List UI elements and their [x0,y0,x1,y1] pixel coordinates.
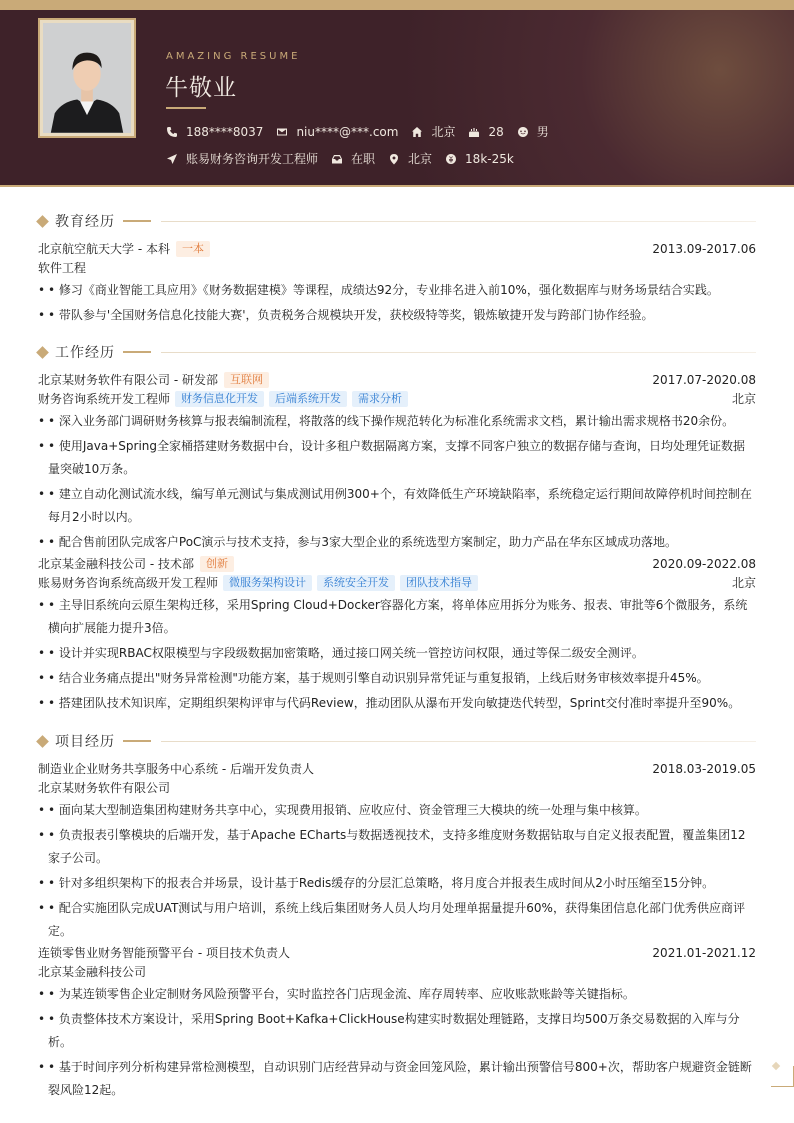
status-text: 在职 [351,152,376,166]
city-item [388,150,432,167]
project-company: 北京某金融科技公司 [38,965,147,979]
list-item: • • 设计并实现RBAC权限模型与字段级数据加密策略，通过接口网关统一管控访问权限，通过等保二级安全测评。 [38,642,756,665]
gender-text: 男 [536,125,549,139]
age-text: 28 [488,124,504,139]
skill-tag: 财务信息化开发 [175,391,264,407]
list-item: • • 结合业务痛点提出"财务异常检测"功能方案，基于规则引擎自动识别异常凭证与重复报销，上线后财务审核效率提升45%。 [38,667,756,690]
work-section-title: 工作经历 [34,342,756,362]
skill-tag: 系统安全开发 [317,575,395,591]
money-icon [445,153,457,165]
location-item [411,123,455,140]
education-bullets [38,279,756,327]
education-entry [38,239,756,329]
salary-text: 18k-25k [465,151,514,166]
skill-tag: 团队技术指导 [400,575,478,591]
project-date: 2018.03-2019.05 [652,761,756,776]
education-date: 2013.09-2017.06 [652,241,756,256]
list-item: • • 负责报表引擎模块的后端开发，基于Apache ECharts与数据透视技术，支持多维度财务数据钻取与自定义报表配置，覆盖集团12家子公司。 [38,824,756,870]
send-icon [166,153,178,165]
city-text: 北京 [408,152,433,166]
diamond-icon [36,735,49,748]
list-item: • • 配合售前团队完成客户PoC演示与技术支持，参与3家大型企业的系统选型方案制定，助力产品在华东区域成功落地。 [38,531,756,554]
phone-item [166,125,263,139]
project-bullets [38,799,756,943]
inbox-icon [331,153,343,165]
home-icon [411,126,423,138]
avatar-portrait [43,23,131,133]
work-entry-1 [38,370,756,556]
phone-icon [166,126,178,138]
status-item [331,150,375,167]
skill-tag: 后端系统开发 [269,391,347,407]
mail-icon [276,126,288,138]
face-icon [517,126,529,138]
list-item: • • 基于时间序列分析构建异常检测模型，自动识别门店经营异动与资金回笼风险，累计输出预警信号800+次，帮助客户规避资金链断裂风险12起。 [38,1056,756,1102]
project-company: 北京某财务软件有限公司 [38,781,171,795]
school-tag: 一本 [176,241,210,257]
list-item: • • 面向某大型制造集团构建财务共享中心，实现费用报销、应收应付、资金管理三大模块的统一处理与集中核算。 [38,799,756,822]
project-name: 连锁零售业财务智能预警平台 - 项目技术负责人 [38,946,290,960]
cake-icon [468,126,480,138]
job-intent-row [166,150,527,167]
project-bullets [38,983,756,1102]
diamond-icon [36,346,49,359]
list-item: • • 建立自动化测试流水线，编写单元测试与集成测试用例300+个，有效降低生产环境缺陷率，系统稳定运行期间故障停机时间控制在每月2小时以内。 [38,483,756,529]
skill-tag: 微服务架构设计 [223,575,312,591]
header-divider [0,185,794,187]
industry-tag: 创新 [200,556,234,572]
resume-header [0,10,794,186]
project-name: 制造业企业财务共享服务中心系统 - 后端开发负责人 [38,762,314,776]
position-text: 账易财务咨询开发工程师 [186,152,319,166]
school-name: 北京航空航天大学 - 本科 [38,242,170,256]
top-accent-bar [0,0,794,10]
location-text: 北京 [431,125,456,139]
work-entry-2 [38,554,756,717]
job-role: 账易财务咨询系统高级开发工程师 [38,576,219,590]
project-date: 2021.01-2021.12 [652,945,756,960]
email-item [276,125,398,139]
map-pin-icon [388,153,400,165]
list-item: • • 深入业务部门调研财务核算与报表编制流程，将散落的线下操作规范转化为标准化系统需求文档，累计输出需求规格书20余份。 [38,410,756,433]
list-item: • • 针对多组织架构下的报表合并场景，设计基于Redis缓存的分层汇总策略，将月度合并报表生成时间从2小时压缩至15分钟。 [38,872,756,895]
project-entry-1 [38,759,756,945]
list-item: • • 主导旧系统向云原生架构迁移，采用Spring Cloud+Docker容器化方案，将单体应用拆分为账务、报表、审批等6个微服务，系统横向扩展能力提升3倍。 [38,594,756,640]
candidate-name: 牛敬业 [165,75,237,101]
education-section-title: 教育经历 [34,211,756,231]
list-item: • • 使用Java+Spring全家桶搭建财务数据中台，设计多租户数据隔离方案，支撑不同客户独立的数据存储与查询，日均处理凭证数据量突破10万条。 [38,435,756,481]
contact-row [166,123,562,140]
diamond-icon [36,215,49,228]
job-bullets [38,410,756,554]
salary-item [445,152,514,166]
job-role: 财务咨询系统开发工程师 [38,392,171,406]
list-item: • • 为某连锁零售企业定制财务风险预警平台，实时监控各门店现金流、库存周转率、应收账款账龄等关键指标。 [38,983,756,1006]
industry-tag: 互联网 [224,372,269,388]
company-name: 北京某金融科技公司 - 技术部 [38,557,194,571]
profile-photo [38,18,136,138]
list-item: • • 配合实施团队完成UAT测试与用户培训，系统上线后集团财务人员人均月处理单据量提升60%，获得集团信息化部门优秀供应商评定。 [38,897,756,943]
age-item [468,125,503,139]
skill-tag: 需求分析 [352,391,408,407]
job-date: 2020.09-2022.08 [652,556,756,571]
company-name: 北京某财务软件有限公司 - 研发部 [38,373,218,387]
project-section-title: 项目经历 [34,731,756,751]
job-bullets [38,594,756,715]
major: 软件工程 [38,261,87,275]
position-item [166,150,318,167]
list-item: • • 搭建团队技术知识库，定期组织架构评审与代码Review，推动团队从瀑布开发向敏捷迭代转型，Sprint交付准时率提升至90%。 [38,692,756,715]
job-city: 北京 [731,576,756,590]
list-item: • • 负责整体技术方案设计，采用Spring Boot+Kafka+ClickHouse构建实时数据处理链路，支撑日均500万条交易数据的入库与分析。 [38,1008,756,1054]
email-text: niu****@***.com [296,124,399,139]
gender-item [517,123,549,140]
job-city: 北京 [731,392,756,406]
resume-subtitle: AMAZING RESUME [166,51,301,62]
list-item: • • 修习《商业智能工具应用》《财务数据建模》等课程，成绩达92分，专业排名进入前10%，强化数据库与财务场景结合实践。 [38,279,756,302]
name-underline [166,107,206,109]
list-item: • • 带队参与'全国财务信息化技能大赛'，负责税务合规模块开发，获校级特等奖，锻炼敏捷开发与跨部门协作经验。 [38,304,756,327]
project-entry-2 [38,943,756,1104]
job-date: 2017.07-2020.08 [652,372,756,387]
phone-text: 188****8037 [186,124,264,139]
